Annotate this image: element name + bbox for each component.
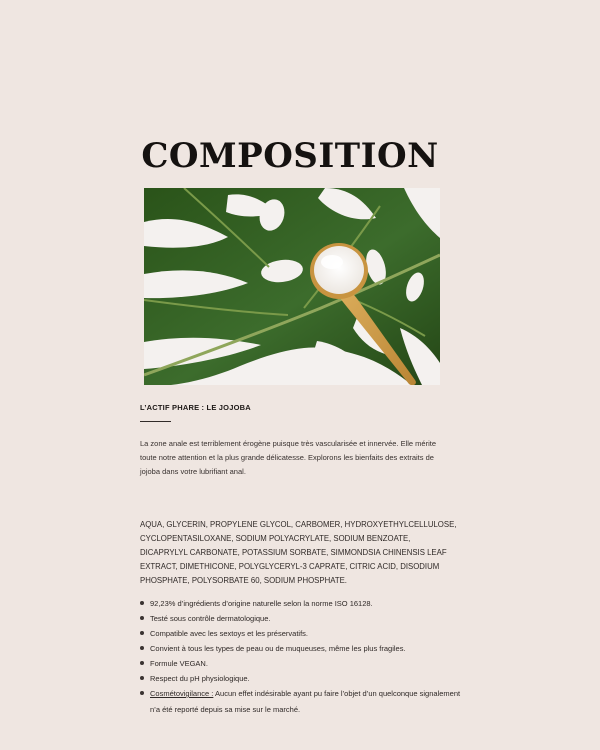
- feature-item: 92,23% d’ingrédients d’origine naturelle selon la norme ISO 16128.: [140, 596, 464, 611]
- cosmetovigilance-label: Cosmétovigilance :: [150, 689, 214, 698]
- feature-item: Compatible avec les sextoys et les préservatifs.: [140, 626, 464, 641]
- feature-item: Respect du pH physiologique.: [140, 671, 464, 686]
- page-title: COMPOSITION: [141, 136, 439, 176]
- feature-item: Testé sous contrôle dermatologique.: [140, 611, 464, 626]
- product-features-list: [140, 596, 464, 718]
- section-heading-key-active: L’ACTIF PHARE : LE JOJOBA: [140, 403, 251, 412]
- monstera-leaf-spoon-image: [144, 188, 440, 385]
- intro-paragraph: La zone anale est terriblement érogène puisque très vascularisée et innervée. Elle mérite toute notre attention et la plus grande délicatesse. Explorons les bienfaits des extraits de jojoba dans votre lubrifiant anal.: [140, 439, 437, 476]
- feature-item: Convient à tous les types de peau ou de muqueuses, même les plus fragiles.: [140, 641, 464, 656]
- feature-item: Formule VEGAN.: [140, 656, 464, 671]
- ingredients-list: AQUA, GLYCERIN, PROPYLENE GLYCOL, CARBOMER, HYDROXYETHYLCELLULOSE, CYCLOPENTASILOXANE, SODIUM POLYACRYLATE, SODIUM BENZOATE, DICAPRYLYL CARBONATE, POTASSIUM SORBATE, SIMMONDSIA CHINENSIS LEAF EXTRACT, DIMETHICONE, POLYGLYCERYL-3 CAPRATE, CITRIC ACID, DISODIUM PHOSPHATE, POLYSORBATE 60, SODIUM PHOSPHATE.: [140, 520, 457, 585]
- section-divider: [140, 421, 171, 422]
- cosmetovigilance-item: [140, 686, 464, 718]
- cosmetovigilance-text: Aucun effet indésirable ayant pu faire l’objet d’un quelconque signalement n’a été reporté depuis sa mise sur le marché.: [150, 689, 461, 714]
